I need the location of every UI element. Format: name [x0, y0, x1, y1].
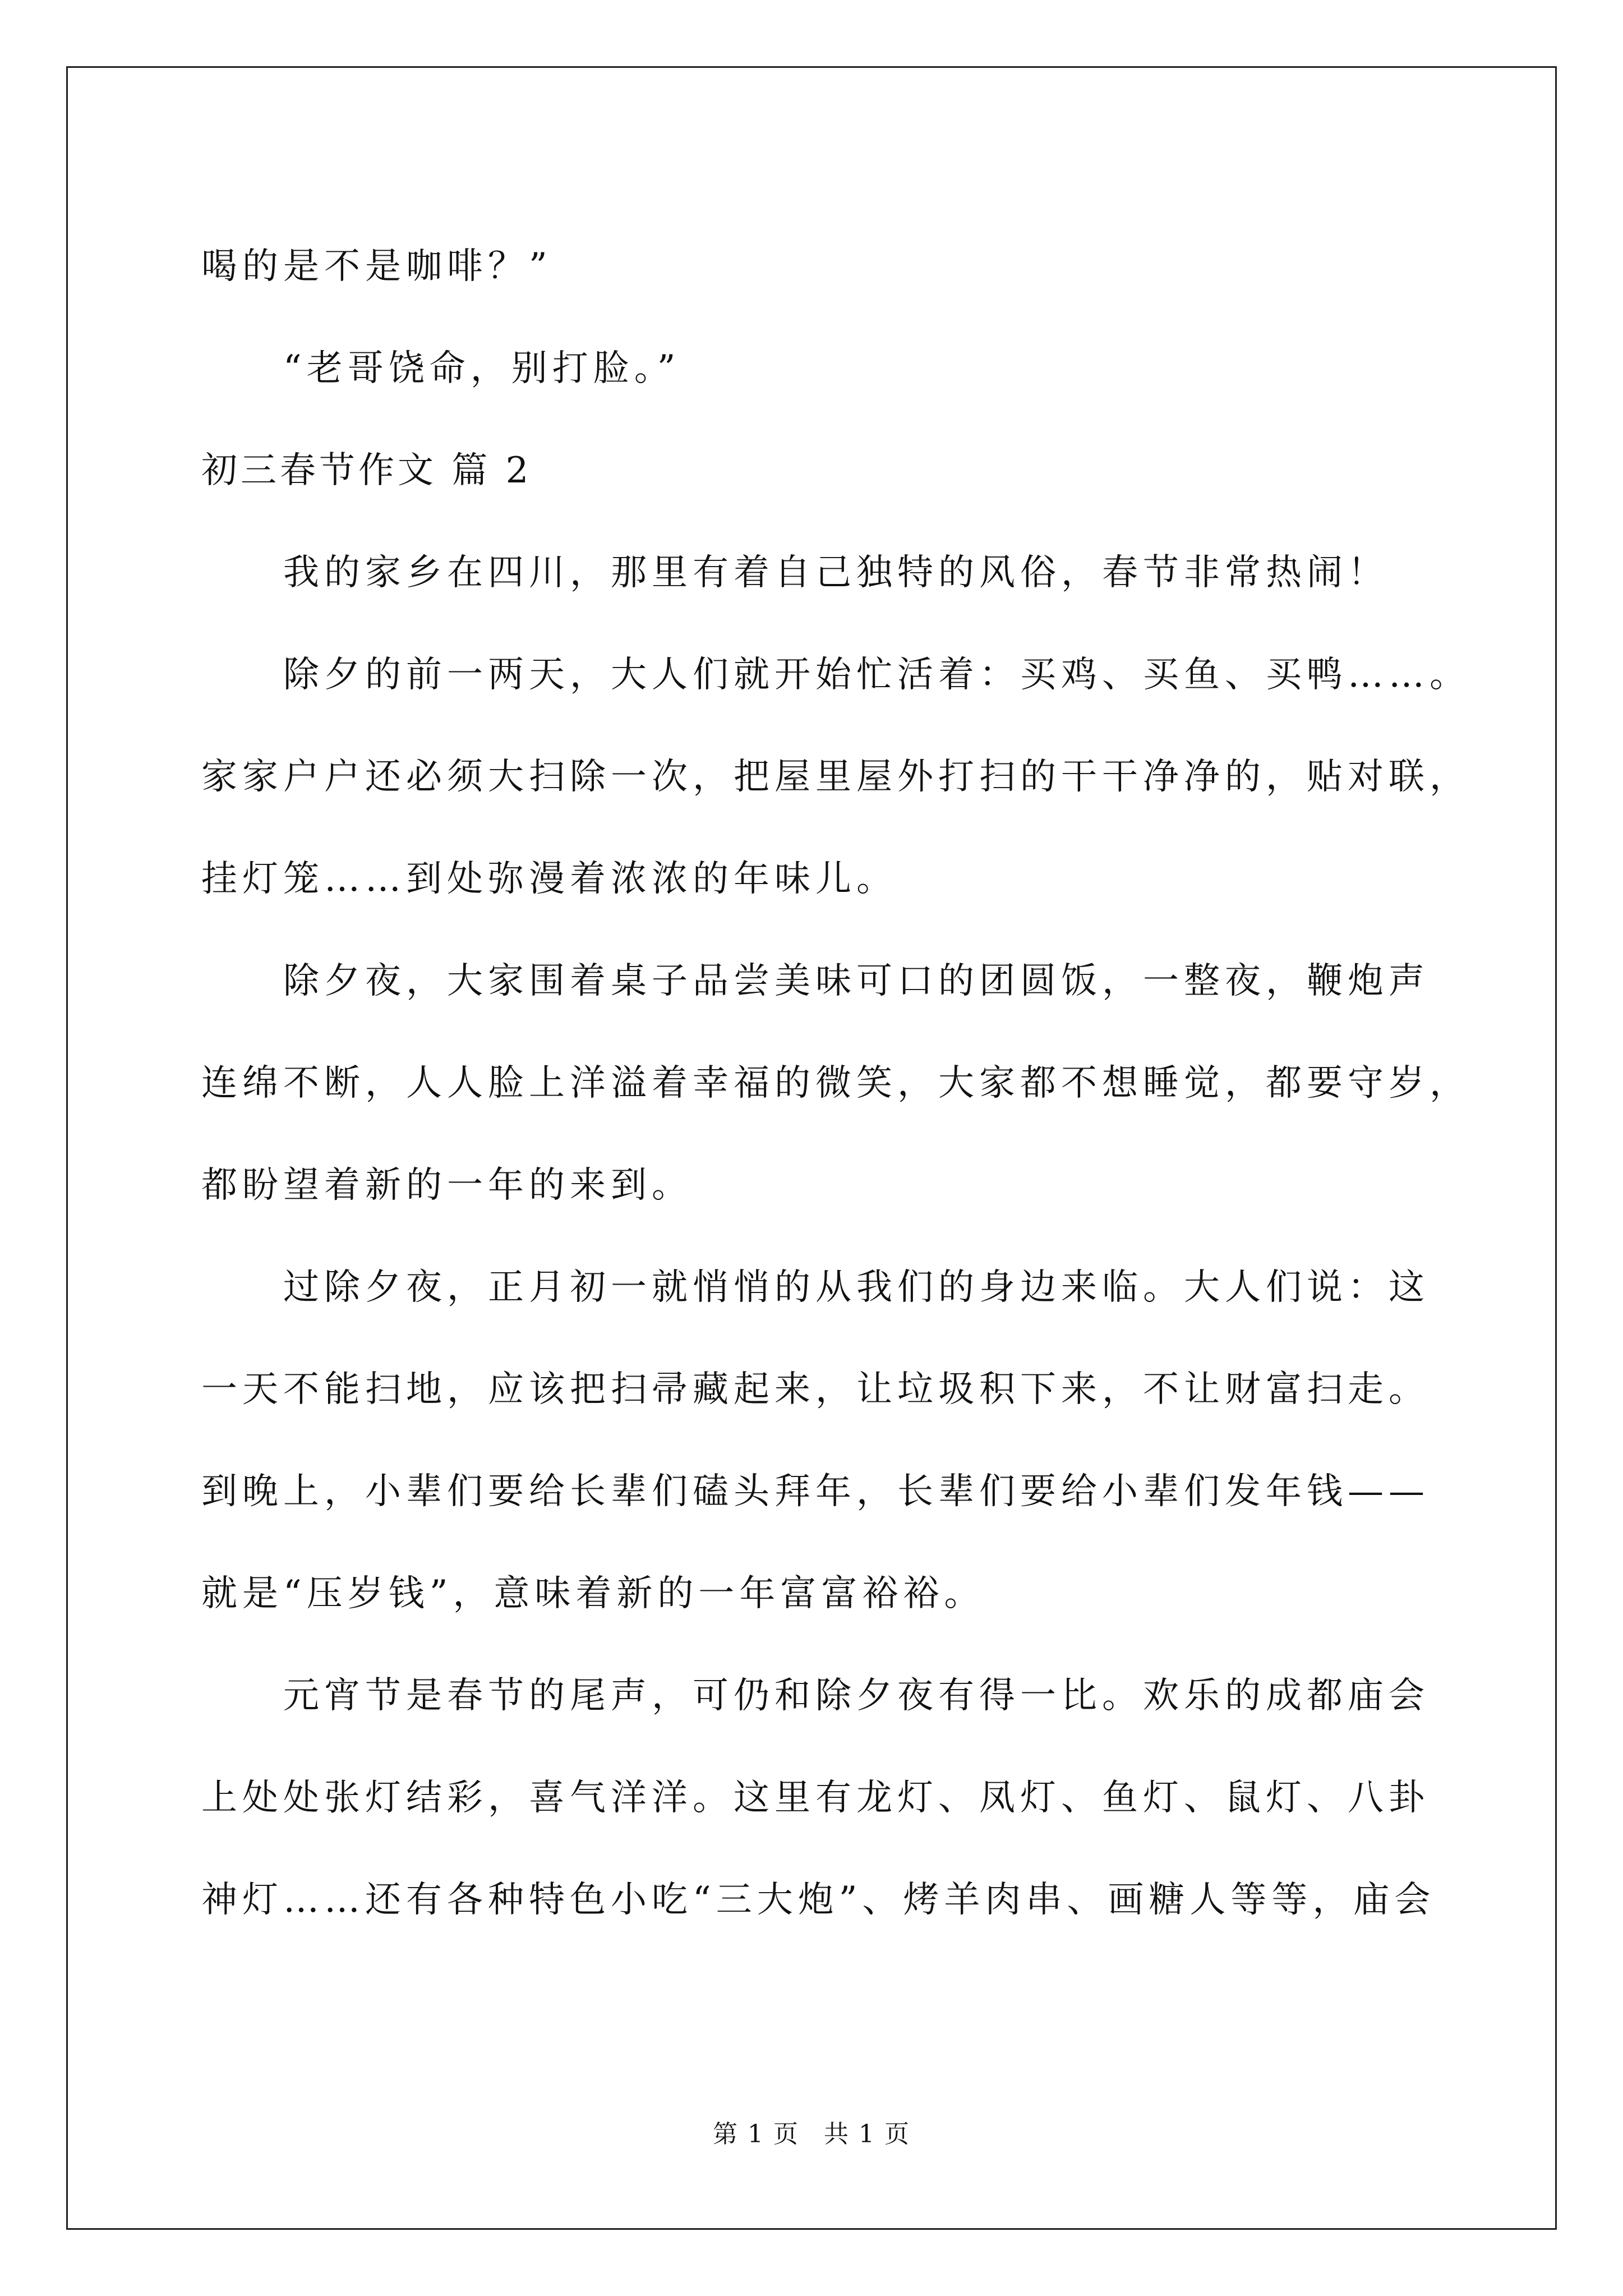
paragraph — [201, 1645, 1474, 1951]
text-line: 过除夕夜，正月初一就悄悄的从我们的身边来临。大人们说：这 — [283, 1267, 1430, 1308]
text-line: 元宵节是春节的尾声，可仍和除夕夜有得一比。欢乐的成都庙会 — [283, 1675, 1430, 1717]
page-footer — [0, 2114, 1623, 2150]
text-line: 到晚上，小辈们要给长辈们磕头拜年，长辈们要给小辈们发年钱—— — [201, 1471, 1430, 1512]
paragraph — [201, 215, 1474, 318]
paragraph — [201, 930, 1474, 1236]
text-line: 我的家乡在四川，那里有着自己独特的风俗，春节非常热闹！ — [283, 552, 1389, 593]
section-heading — [201, 420, 1474, 522]
text-line: 一天不能扫地，应该把扫帚藏起来，让垃圾积下来，不让财富扫走。 — [201, 1369, 1430, 1410]
text-line: 除夕夜，大家围着桌子品尝美味可口的团圆饭，一整夜，鞭炮声 — [283, 960, 1430, 1002]
paragraph — [201, 1236, 1474, 1645]
paragraph — [201, 624, 1474, 930]
heading-text: 初三春节作文 篇 2 — [201, 450, 532, 491]
text-line: “老哥饶命，别打脸。” — [283, 348, 681, 389]
text-line: 除夕的前一两天，大人们就开始忙活着：买鸡、买鱼、买鸭……。 — [283, 654, 1470, 696]
text-line: 喝的是不是咖啡？” — [201, 246, 552, 287]
page-number: 第 1 页 — [713, 2120, 799, 2148]
document-body — [201, 215, 1474, 1951]
paragraph — [201, 522, 1474, 624]
text-line: 连绵不断，人人脸上洋溢着幸福的微笑，大家都不想睡觉，都要守岁， — [201, 1062, 1470, 1104]
text-line: 就是“压岁钱”，意味着新的一年富富裕裕。 — [201, 1573, 985, 1614]
page-total: 共 1 页 — [824, 2120, 910, 2148]
text-line: 都盼望着新的一年的来到。 — [201, 1165, 693, 1206]
text-line: 挂灯笼……到处弥漫着浓浓的年味儿。 — [201, 858, 897, 900]
text-line: 家家户户还必须大扫除一次，把屋里屋外打扫的干干净净的，贴对联， — [201, 756, 1470, 798]
text-line: 上处处张灯结彩，喜气洋洋。这里有龙灯、凤灯、鱼灯、鼠灯、八卦 — [201, 1777, 1430, 1819]
text-line: 神灯……还有各种特色小吃“三大炮”、烤羊肉串、画糖人等等，庙会 — [201, 1879, 1436, 1921]
paragraph — [201, 318, 1474, 420]
